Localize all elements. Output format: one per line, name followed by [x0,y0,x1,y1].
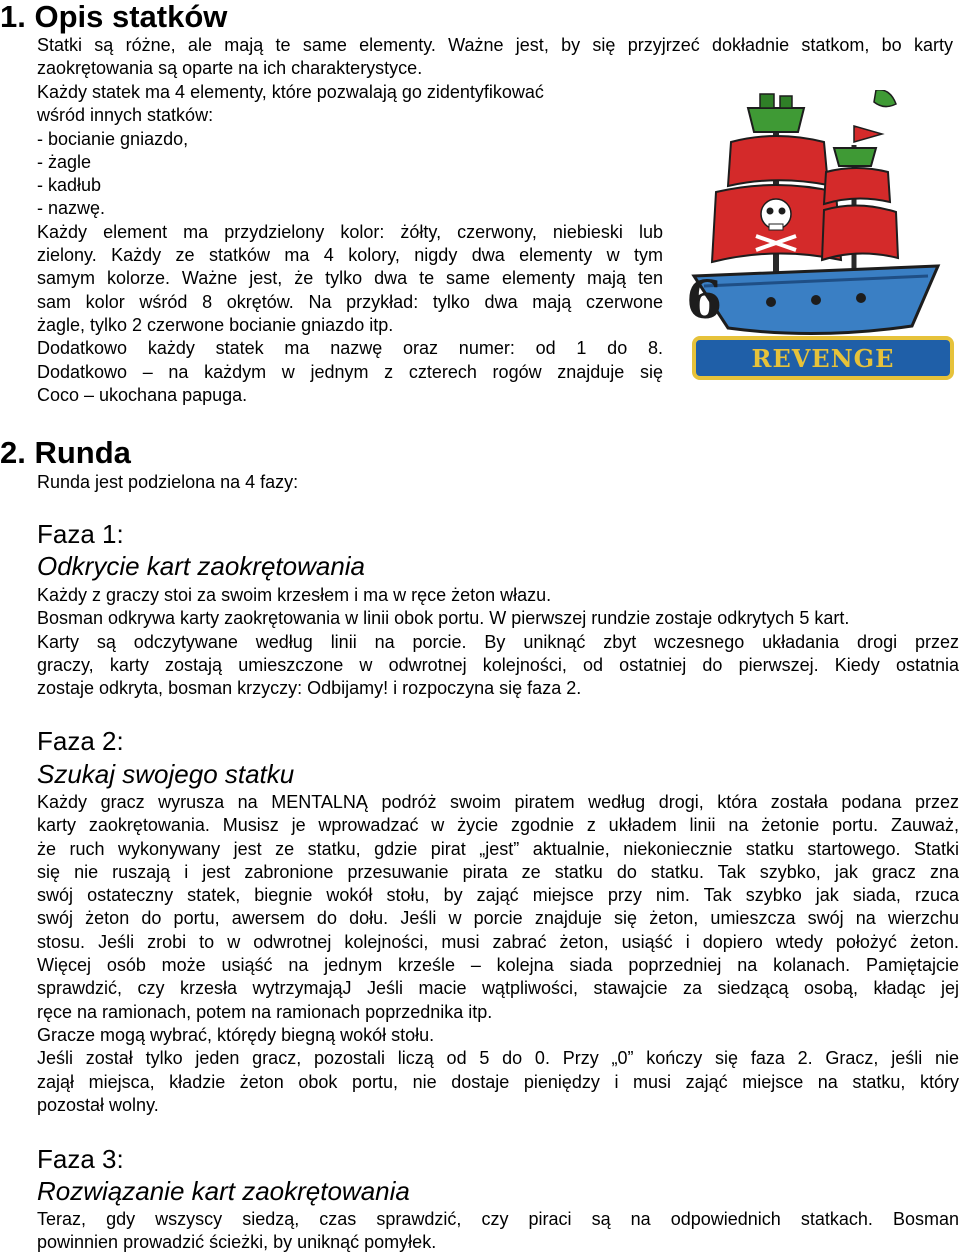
text-line: żagle, tylko 2 czerwone bocianie gniazdo itp. [37,314,394,335]
text-line: Każdy z graczy stoi za swoim krzesłem i ma w ręce żeton włazu. [37,585,552,605]
text-line: Dodatkowo – na każdym w jednym z czterech rogów znajduje się [37,361,663,382]
text-line: stosu. Jeśli zrobi to w odwrotnej kolejności, musi zabrać żeton, usiąść i dopiero wtedy położyć żeton. [37,931,959,952]
text-line: Dodatkowo każdy statek ma nazwę oraz numer: od 1 do 8. [37,338,663,359]
section-1-title: 1. Opis statków [0,0,228,34]
pirate-ship-illustration [676,90,958,390]
text-line: samym kolorze. Ważne jest, że tylko dwa te same elementy mają ten [37,268,663,289]
phase-2-subtitle: Szukaj swojego statku [37,759,295,789]
phase-1-body [37,584,959,700]
text-line: zaokrętowania są oparte na ich charakterystyce. [37,58,423,79]
text-line: Statki są różne, ale mają te same elementy. Ważne jest, by się przyjrzeć dokładnie statkom, bo karty [37,35,953,55]
text-line: Każdy statek ma 4 elementy, które pozwalają go zidentyfikować [37,82,544,102]
phase-2-body [37,791,959,1117]
section-2-title: 2. Runda [0,435,131,470]
text-line: Bosman odkrywa karty zaokrętowania w linii obok portu. W pierwszej rundzie zostaje odkrytych 5 kart. [37,608,850,629]
text-line: sprawdzić, czy krzesła wytrzymająJ Jeśli macie wątpliwości, stawajcie za siedzącą osobą, kładąc jej [37,978,959,999]
section-2-intro [37,471,937,494]
text-line: zielony. Każdy ze statków ma 4 kolory, nigdy dwa elementy w tym [37,245,663,266]
text-line: wśród innych statków: [37,105,214,126]
text-line: zajął miejsca, kładzie żeton obok portu, nie dostaje pieniędzy i musi zająć miejsce na statku, który [37,1071,959,1092]
crows-nest-icon [748,108,804,132]
text-line: swój żeton do portu, awersem do dołu. Jeśli w porcie znajduje się żeton, umieszcza swój na wierzchu [37,908,959,929]
list-item: - kadłub [37,175,102,196]
text-line: swój ostateczny statek, biegnie wokół stołu, by zająć miejsce przy nim. Tak szybko jak siada, rzuca [37,885,959,906]
phase-1-subtitle: Odkrycie kart zaokrętowania [37,551,366,581]
ship-description [37,81,663,407]
text-line: się nie ruszają i jest zabronione przesuwanie pirata ze statku do statku. Tak szybko, jak gracz zna [37,861,959,882]
text-line: Runda jest podzielona na 4 fazy: [37,472,299,492]
list-item: - żagle [37,151,92,172]
text-line: Teraz, gdy wszyscy siedzą, czas sprawdzić, czy piraci są na odpowiednich statkach. Bosman [37,1209,959,1229]
text-line: Karty są odczytywane według linii na porcie. By uniknąć zbyt wczesnego układania drogi przez [37,631,959,652]
list-item: - bocianie gniazdo, [37,128,189,149]
text-line: Każdy element ma przydzielony kolor: żółty, czerwony, niebieski lub [37,221,663,242]
sail-icon [728,136,828,186]
text-line: Więcej osób może usiąść na jednym krześle – kolejna siada poprzedniej na kolanach. Pamiętajcie [37,955,959,976]
ship-name: REVENGE [751,344,895,373]
text-line: Coco – ukochana papuga. [37,384,248,405]
text-line: że ruch wykonywany jest ze statku, gdzie pirat „jest” aktualnie, niekoniecznie statku startowego. Statki [37,838,959,859]
ship-card-image [676,90,958,390]
phase-3-body [37,1208,959,1255]
text-line: zostaje odkryta, bosman krzyczy: Odbijamy! i rozpoczyna się faza 2. [37,678,582,699]
parrot-icon [874,90,896,107]
text-line: powinnien prowadzić ścieżki, by uniknąć pomyłek. [37,1232,437,1253]
phase-1-label: Faza 1: [37,519,124,549]
section-1-intro [37,34,953,81]
text-line: sam kolor wśród 8 okrętów. Na przykład: tylko dwa mają czerwone [37,291,663,312]
ship-number: 6 [686,270,723,331]
text-line: graczy, karty zostają umieszczone w odwrotnej kolejności, od ostatniej do pierwszej. Kiedy ostatnia [37,654,959,675]
text-line: Gracze mogą wybrać, którędy biegną wokół stołu. [37,1024,435,1045]
phase-2-label: Faza 2: [37,726,124,756]
phase-3-label: Faza 3: [37,1144,124,1174]
list-item: - nazwę. [37,198,106,219]
text-line: ręce na ramionach, potem na ramionach poprzednika itp. [37,1001,493,1022]
text-line: Każdy gracz wyrusza na MENTALNĄ podróż swoim piratem według drogi, która została podana przez [37,792,959,812]
text-line: karty zaokrętowania. Musisz je wprowadzać w życie zgodnie z układem linii na żetonie portu. Zauważ, [37,815,959,836]
phase-3-subtitle: Rozwiązanie kart zaokrętowania [37,1176,410,1206]
text-line: pozostał wolny. [37,1094,159,1115]
text-line: Jeśli został tylko jeden gracz, pozostali liczą od 5 do 0. Przy „0” kończy się faza 2. Gracz, jeśli nie [37,1048,959,1069]
